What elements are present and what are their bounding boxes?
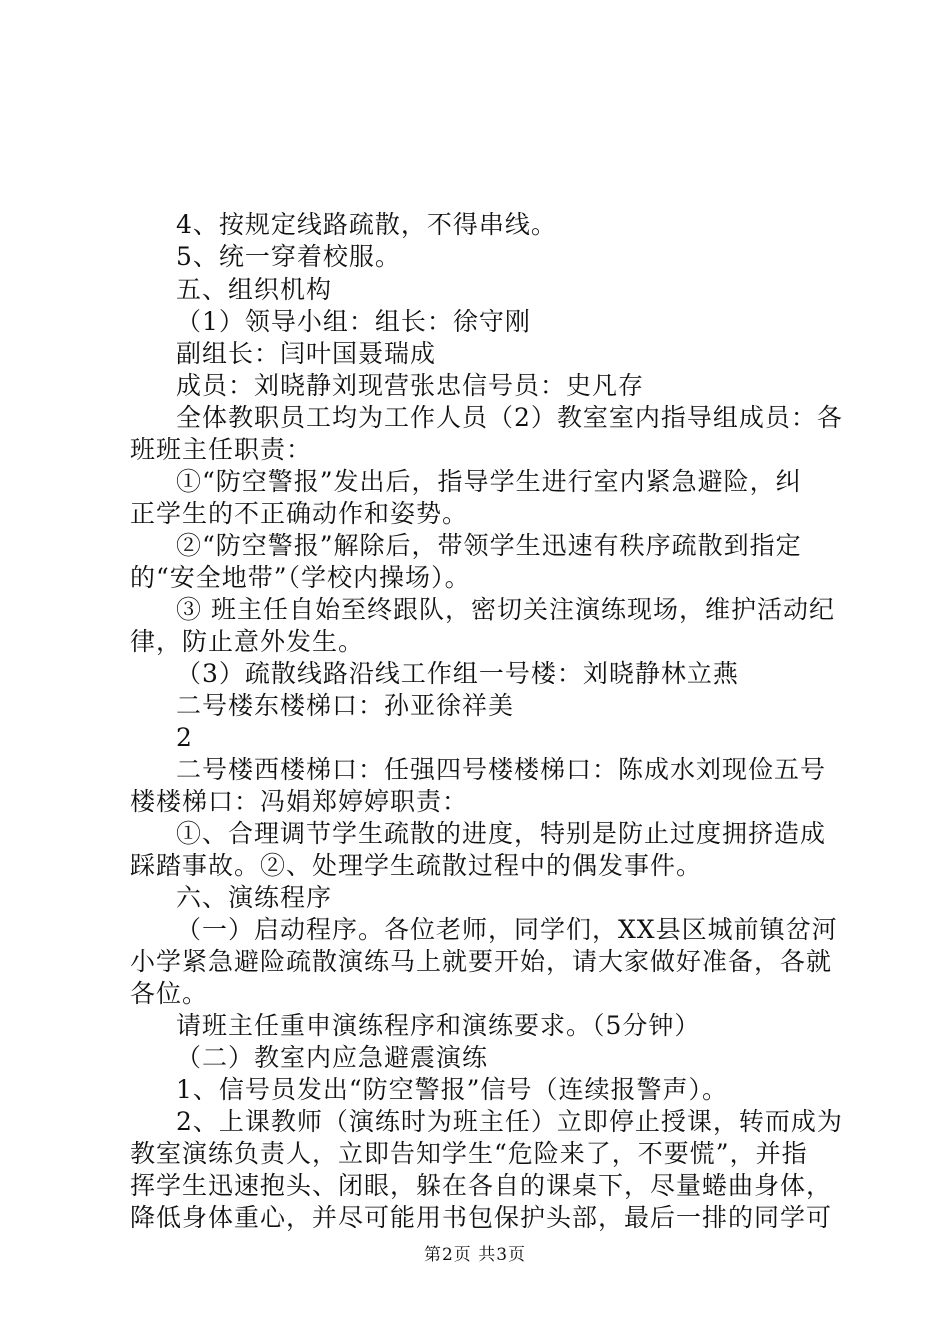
text-line: 二号楼东楼梯口：孙亚徐祥美 <box>176 691 515 720</box>
page-number-inline: 2 <box>176 723 193 752</box>
text-line: 二号楼西楼梯口：任强四号楼楼梯口：陈成水刘现俭五号 <box>176 755 827 784</box>
text-line: 成员：刘晓静刘现营张忠信号员：史凡存 <box>176 371 645 400</box>
text-line: （二）教室内应急避震演练 <box>176 1043 489 1072</box>
text-line: 5、统一穿着校服。 <box>176 242 401 271</box>
text-line: 小学紧急避险疏散演练马上就要开始，请大家做好准备，各就 <box>130 947 833 976</box>
text-line: 挥学生迅速抱头、闭眼，躲在各自的课桌下，尽量蜷曲身体， <box>130 1171 833 1200</box>
text-line: 全体教职员工均为工作人员（2）教室室内指导组成员：各 <box>176 403 843 432</box>
text-line: （3）疏散线路沿线工作组一号楼：刘晓静林立燕 <box>176 659 739 688</box>
text-line: 请班主任重申演练程序和演练要求。（5分钟） <box>176 1011 701 1040</box>
page-footer: 第2页 共3页 <box>423 1245 527 1265</box>
text-line: （1）领导小组：组长：徐守刚 <box>176 307 531 336</box>
text-line: 1、信号员发出“防空警报”信号（连续报警声）。 <box>176 1075 728 1104</box>
text-line: 各位。 <box>130 979 209 1008</box>
text-line: （一）启动程序。各位老师，同学们，XX县区城前镇岔河 <box>176 915 838 944</box>
text-line: 正学生的不正确动作和姿势。 <box>130 499 469 528</box>
text-line: 律，防止意外发生。 <box>130 627 365 656</box>
section-heading: 六、演练程序 <box>176 883 333 912</box>
text-line: ③ 班主任自始至终跟队，密切关注演练现场，维护活动纪 <box>176 595 835 624</box>
text-line: 降低身体重心，并尽可能用书包保护头部，最后一排的同学可 <box>130 1203 833 1232</box>
text-line: 踩踏事故。②、处理学生疏散过程中的偶发事件。 <box>130 851 703 880</box>
text-line: 楼楼梯口：冯娟郑婷婷职责： <box>130 787 469 816</box>
text-line: 副组长：闫叶国聂瑞成 <box>176 339 437 368</box>
section-heading: 五、组织机构 <box>176 275 333 304</box>
text-line: 4、按规定线路疏散，不得串线。 <box>176 210 557 239</box>
text-line: ②“防空警报”解除后，带领学生迅速有秩序疏散到指定 <box>176 531 802 560</box>
text-line: 教室演练负责人，立即告知学生“危险来了，不要慌”，并指 <box>130 1139 808 1168</box>
text-line: 2、上课教师（演练时为班主任）立即停止授课，转而成为 <box>176 1107 843 1136</box>
text-line: ①、合理调节学生疏散的进度，特别是防止过度拥挤造成 <box>176 819 827 848</box>
text-line: ①“防空警报”发出后，指导学生进行室内紧急避险，纠 <box>176 467 802 496</box>
text-line: 的“安全地带”（学校内操场）。 <box>130 563 471 592</box>
text-line: 班班主任职责： <box>130 435 313 464</box>
